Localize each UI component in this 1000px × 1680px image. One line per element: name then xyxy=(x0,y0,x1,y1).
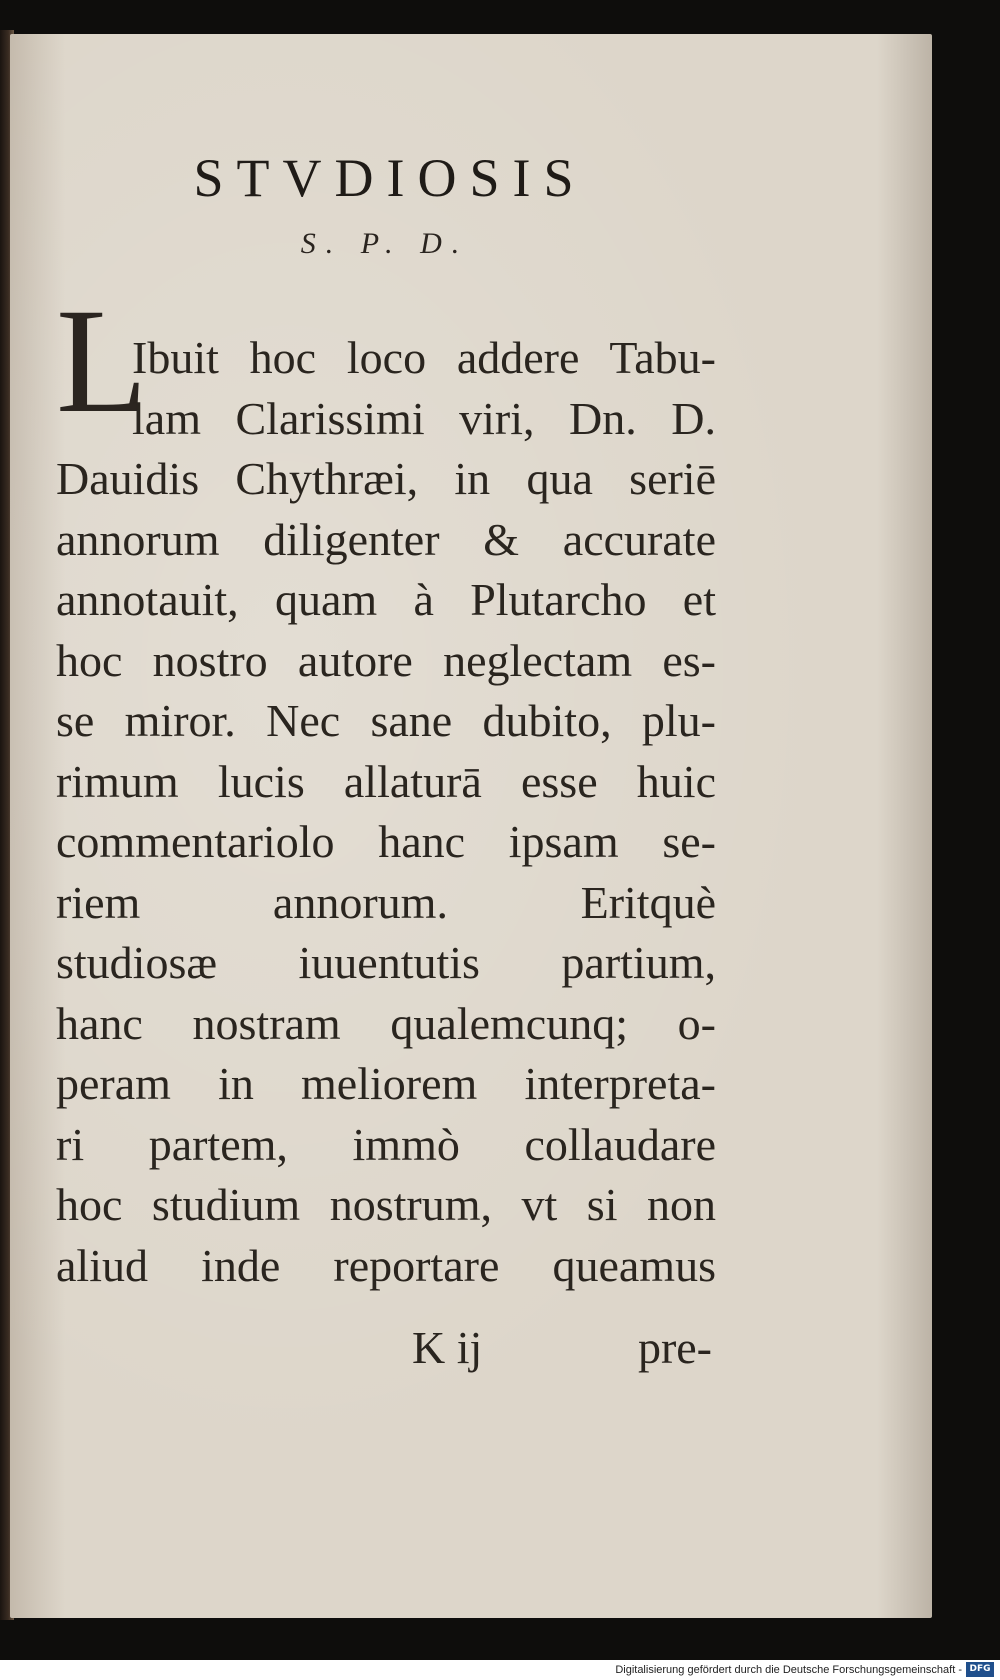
text-line: rimum lucis allaturā esse huic xyxy=(56,755,716,807)
text-line: riem annorum. Eritquè xyxy=(56,876,716,928)
text-line: hoc nostro autore neglectam es- xyxy=(56,634,716,686)
text-line: annotauit, quam à Plutarcho et xyxy=(56,574,716,625)
catchword: pre- xyxy=(637,1322,712,1373)
page-subheading: S. P. D. xyxy=(300,227,470,260)
drop-cap-initial: L xyxy=(56,278,148,444)
text-line: hoc studium nostrum, vt si non xyxy=(56,1179,716,1230)
text-line: lam Clarissimi viri, Dn. D. xyxy=(132,392,716,444)
text-line: Dauidis Chythræi, in qua seriē xyxy=(56,453,716,504)
text-line: se miror. Nec sane dubito, plu- xyxy=(56,695,716,746)
body-text xyxy=(56,328,716,1296)
text-line: commentariolo hanc ipsam se- xyxy=(56,816,716,867)
text-line: studiosæ iuuentutis partium, xyxy=(56,937,716,988)
text-line: hanc nostram qualemcunq; o- xyxy=(56,997,716,1049)
digitization-credit: Digitalisierung gefördert durch die Deutsche Forschungsgemeinschaft - xyxy=(615,1664,962,1676)
text-line: annorum diligenter & accurate xyxy=(56,513,716,565)
text-line: ri partem, immò collaudare xyxy=(56,1118,716,1170)
page-heading: STVDIOSIS xyxy=(193,148,587,208)
dfg-logo: DFG xyxy=(966,1662,994,1677)
text-line: aliud inde reportare queamus xyxy=(56,1239,716,1291)
page-footer-line xyxy=(412,1318,712,1378)
text-line: peram in meliorem interpreta- xyxy=(56,1058,716,1109)
text-line: Ibuit hoc loco addere Tabu- xyxy=(132,332,716,383)
signature-mark: K ij xyxy=(412,1322,483,1373)
